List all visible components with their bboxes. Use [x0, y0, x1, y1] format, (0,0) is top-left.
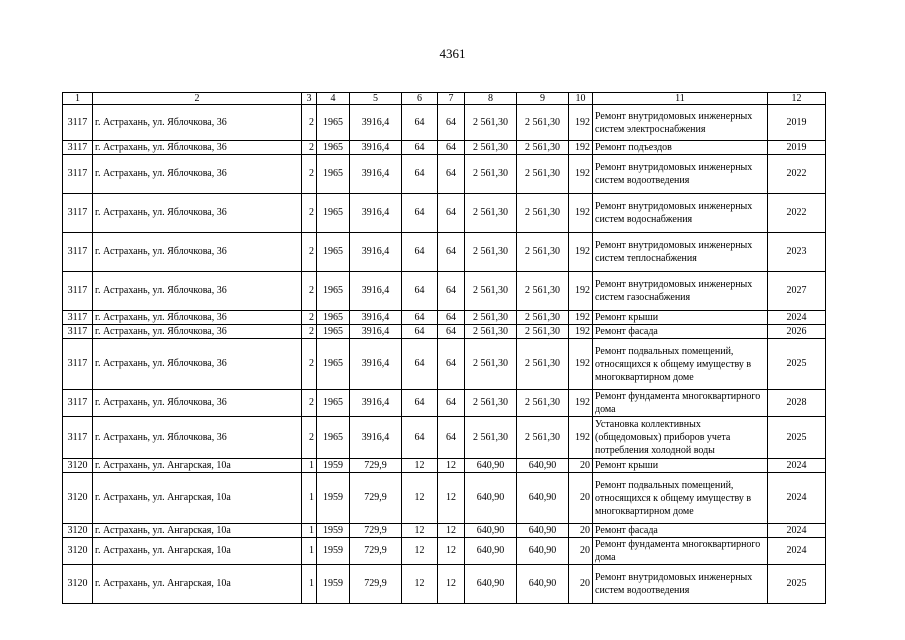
apartments-cell: 64: [402, 417, 438, 459]
column-number: 10: [569, 93, 593, 105]
year-built-cell: 1965: [317, 325, 350, 339]
residential-living-area-cell: 2 561,30: [517, 233, 569, 272]
planned-year-cell: 2022: [768, 194, 826, 233]
house-id-cell: 3117: [63, 339, 93, 390]
work-type-cell: Ремонт подвальных помещений, относящихся к общему имуществу в многоквартирном доме: [593, 473, 768, 524]
capital-repair-table: [62, 92, 826, 604]
floors-cell: 2: [302, 105, 317, 141]
total-area-cell: 729,9: [350, 565, 402, 604]
apartments-cell: 12: [402, 473, 438, 524]
apartments-cell: 12: [402, 524, 438, 538]
table-row: [63, 339, 826, 390]
house-id-cell: 3117: [63, 390, 93, 417]
residential-apartments-cell: 64: [438, 311, 465, 325]
living-area-cell: 2 561,30: [465, 141, 517, 155]
total-area-cell: 3916,4: [350, 339, 402, 390]
work-type-cell: Ремонт внутридомовых инженерных систем теплоснабжения: [593, 233, 768, 272]
total-area-cell: 729,9: [350, 459, 402, 473]
table-row: [63, 311, 826, 325]
year-built-cell: 1965: [317, 339, 350, 390]
floors-cell: 1: [302, 459, 317, 473]
planned-year-cell: 2025: [768, 339, 826, 390]
year-built-cell: 1965: [317, 390, 350, 417]
residents-cell: 192: [569, 105, 593, 141]
residential-apartments-cell: 64: [438, 272, 465, 311]
residents-cell: 192: [569, 194, 593, 233]
year-built-cell: 1959: [317, 524, 350, 538]
table-row: [63, 233, 826, 272]
house-id-cell: 3120: [63, 524, 93, 538]
table-row: [63, 105, 826, 141]
total-area-cell: 3916,4: [350, 390, 402, 417]
residential-living-area-cell: 640,90: [517, 538, 569, 565]
living-area-cell: 2 561,30: [465, 105, 517, 141]
residents-cell: 192: [569, 311, 593, 325]
address-cell: г. Астрахань, ул. Ангарская, 10а: [93, 524, 302, 538]
planned-year-cell: 2024: [768, 473, 826, 524]
floors-cell: 2: [302, 194, 317, 233]
floors-cell: 1: [302, 473, 317, 524]
work-type-cell: Ремонт крыши: [593, 311, 768, 325]
residential-living-area-cell: 640,90: [517, 524, 569, 538]
address-cell: г. Астрахань, ул. Яблочкова, 36: [93, 272, 302, 311]
apartments-cell: 64: [402, 194, 438, 233]
address-cell: г. Астрахань, ул. Яблочкова, 36: [93, 155, 302, 194]
address-cell: г. Астрахань, ул. Яблочкова, 36: [93, 141, 302, 155]
residential-living-area-cell: 2 561,30: [517, 105, 569, 141]
residential-living-area-cell: 640,90: [517, 459, 569, 473]
residential-apartments-cell: 64: [438, 105, 465, 141]
table-row: [63, 473, 826, 524]
total-area-cell: 3916,4: [350, 417, 402, 459]
table-row: [63, 141, 826, 155]
year-built-cell: 1959: [317, 538, 350, 565]
residential-living-area-cell: 2 561,30: [517, 417, 569, 459]
house-id-cell: 3120: [63, 459, 93, 473]
table-row: [63, 417, 826, 459]
column-number: 5: [350, 93, 402, 105]
house-id-cell: 3117: [63, 194, 93, 233]
residents-cell: 192: [569, 155, 593, 194]
year-built-cell: 1965: [317, 105, 350, 141]
apartments-cell: 64: [402, 390, 438, 417]
planned-year-cell: 2025: [768, 417, 826, 459]
house-id-cell: 3117: [63, 233, 93, 272]
address-cell: г. Астрахань, ул. Ангарская, 10а: [93, 473, 302, 524]
table-row: [63, 538, 826, 565]
total-area-cell: 3916,4: [350, 272, 402, 311]
work-type-cell: Ремонт подъездов: [593, 141, 768, 155]
address-cell: г. Астрахань, ул. Ангарская, 10а: [93, 565, 302, 604]
residential-apartments-cell: 64: [438, 141, 465, 155]
floors-cell: 2: [302, 155, 317, 194]
living-area-cell: 640,90: [465, 565, 517, 604]
floors-cell: 2: [302, 233, 317, 272]
work-type-cell: Установка коллективных (общедомовых) приборов учета потребления холодной воды: [593, 417, 768, 459]
residential-living-area-cell: 640,90: [517, 565, 569, 604]
living-area-cell: 640,90: [465, 538, 517, 565]
house-id-cell: 3117: [63, 325, 93, 339]
work-type-cell: Ремонт фасада: [593, 325, 768, 339]
residential-apartments-cell: 12: [438, 524, 465, 538]
residential-living-area-cell: 2 561,30: [517, 311, 569, 325]
house-id-cell: 3120: [63, 565, 93, 604]
total-area-cell: 3916,4: [350, 325, 402, 339]
year-built-cell: 1965: [317, 417, 350, 459]
residential-living-area-cell: 2 561,30: [517, 339, 569, 390]
address-cell: г. Астрахань, ул. Яблочкова, 36: [93, 390, 302, 417]
planned-year-cell: 2022: [768, 155, 826, 194]
table-row: [63, 459, 826, 473]
column-number: 6: [402, 93, 438, 105]
address-cell: г. Астрахань, ул. Яблочкова, 36: [93, 194, 302, 233]
residential-living-area-cell: 2 561,30: [517, 272, 569, 311]
planned-year-cell: 2024: [768, 459, 826, 473]
work-type-cell: Ремонт внутридомовых инженерных систем водоотведения: [593, 565, 768, 604]
house-id-cell: 3117: [63, 272, 93, 311]
planned-year-cell: 2019: [768, 141, 826, 155]
work-type-cell: Ремонт внутридомовых инженерных систем водоснабжения: [593, 194, 768, 233]
work-type-cell: Ремонт подвальных помещений, относящихся к общему имуществу в многоквартирном доме: [593, 339, 768, 390]
residents-cell: 192: [569, 390, 593, 417]
planned-year-cell: 2025: [768, 565, 826, 604]
floors-cell: 2: [302, 390, 317, 417]
residents-cell: 192: [569, 272, 593, 311]
total-area-cell: 3916,4: [350, 155, 402, 194]
total-area-cell: 3916,4: [350, 105, 402, 141]
apartments-cell: 64: [402, 233, 438, 272]
house-id-cell: 3117: [63, 105, 93, 141]
floors-cell: 1: [302, 565, 317, 604]
floors-cell: 2: [302, 311, 317, 325]
column-number: 12: [768, 93, 826, 105]
work-type-cell: Ремонт внутридомовых инженерных систем водоотведения: [593, 155, 768, 194]
apartments-cell: 64: [402, 105, 438, 141]
residential-apartments-cell: 64: [438, 155, 465, 194]
apartments-cell: 12: [402, 459, 438, 473]
table-row: [63, 155, 826, 194]
residential-living-area-cell: 2 561,30: [517, 155, 569, 194]
column-number: 7: [438, 93, 465, 105]
column-number: 8: [465, 93, 517, 105]
residential-apartments-cell: 64: [438, 325, 465, 339]
residential-apartments-cell: 12: [438, 565, 465, 604]
apartments-cell: 64: [402, 141, 438, 155]
address-cell: г. Астрахань, ул. Яблочкова, 36: [93, 339, 302, 390]
residential-apartments-cell: 64: [438, 194, 465, 233]
residential-apartments-cell: 12: [438, 473, 465, 524]
work-type-cell: Ремонт внутридомовых инженерных систем газоснабжения: [593, 272, 768, 311]
residents-cell: 20: [569, 538, 593, 565]
house-id-cell: 3117: [63, 417, 93, 459]
total-area-cell: 729,9: [350, 538, 402, 565]
year-built-cell: 1965: [317, 194, 350, 233]
column-number: 11: [593, 93, 768, 105]
floors-cell: 2: [302, 272, 317, 311]
residents-cell: 192: [569, 339, 593, 390]
planned-year-cell: 2024: [768, 311, 826, 325]
column-number: 1: [63, 93, 93, 105]
floors-cell: 1: [302, 538, 317, 565]
work-type-cell: Ремонт внутридомовых инженерных систем электроснабжения: [593, 105, 768, 141]
table-row: [63, 194, 826, 233]
living-area-cell: 2 561,30: [465, 155, 517, 194]
address-cell: г. Астрахань, ул. Ангарская, 10а: [93, 459, 302, 473]
work-type-cell: Ремонт крыши: [593, 459, 768, 473]
residential-apartments-cell: 12: [438, 538, 465, 565]
total-area-cell: 3916,4: [350, 311, 402, 325]
column-number: 9: [517, 93, 569, 105]
address-cell: г. Астрахань, ул. Яблочкова, 36: [93, 325, 302, 339]
table-row: [63, 565, 826, 604]
apartments-cell: 12: [402, 565, 438, 604]
residential-apartments-cell: 64: [438, 233, 465, 272]
living-area-cell: 2 561,30: [465, 272, 517, 311]
planned-year-cell: 2027: [768, 272, 826, 311]
living-area-cell: 640,90: [465, 524, 517, 538]
floors-cell: 2: [302, 339, 317, 390]
residential-living-area-cell: 2 561,30: [517, 194, 569, 233]
planned-year-cell: 2028: [768, 390, 826, 417]
column-number: 2: [93, 93, 302, 105]
address-cell: г. Астрахань, ул. Яблочкова, 36: [93, 105, 302, 141]
residents-cell: 20: [569, 459, 593, 473]
residential-apartments-cell: 64: [438, 417, 465, 459]
planned-year-cell: 2019: [768, 105, 826, 141]
residents-cell: 20: [569, 565, 593, 604]
total-area-cell: 729,9: [350, 473, 402, 524]
residential-apartments-cell: 64: [438, 390, 465, 417]
year-built-cell: 1965: [317, 233, 350, 272]
floors-cell: 1: [302, 524, 317, 538]
total-area-cell: 3916,4: [350, 194, 402, 233]
apartments-cell: 12: [402, 538, 438, 565]
year-built-cell: 1965: [317, 311, 350, 325]
floors-cell: 2: [302, 417, 317, 459]
living-area-cell: 2 561,30: [465, 325, 517, 339]
house-id-cell: 3120: [63, 473, 93, 524]
residential-apartments-cell: 12: [438, 459, 465, 473]
address-cell: г. Астрахань, ул. Яблочкова, 36: [93, 233, 302, 272]
table-row: [63, 524, 826, 538]
residential-living-area-cell: 2 561,30: [517, 390, 569, 417]
residents-cell: 20: [569, 473, 593, 524]
planned-year-cell: 2023: [768, 233, 826, 272]
apartments-cell: 64: [402, 325, 438, 339]
column-number: 4: [317, 93, 350, 105]
planned-year-cell: 2026: [768, 325, 826, 339]
planned-year-cell: 2024: [768, 524, 826, 538]
total-area-cell: 3916,4: [350, 233, 402, 272]
residents-cell: 192: [569, 141, 593, 155]
residents-cell: 20: [569, 524, 593, 538]
address-cell: г. Астрахань, ул. Ангарская, 10а: [93, 538, 302, 565]
apartments-cell: 64: [402, 155, 438, 194]
residents-cell: 192: [569, 233, 593, 272]
living-area-cell: 640,90: [465, 459, 517, 473]
living-area-cell: 2 561,30: [465, 390, 517, 417]
residents-cell: 192: [569, 325, 593, 339]
column-number: 3: [302, 93, 317, 105]
page-number: 4361: [439, 46, 466, 61]
floors-cell: 2: [302, 325, 317, 339]
table-row: [63, 390, 826, 417]
work-type-cell: Ремонт фасада: [593, 524, 768, 538]
residential-apartments-cell: 64: [438, 339, 465, 390]
living-area-cell: 2 561,30: [465, 233, 517, 272]
year-built-cell: 1965: [317, 272, 350, 311]
work-type-cell: Ремонт фундамента многоквартирного дома: [593, 390, 768, 417]
living-area-cell: 640,90: [465, 473, 517, 524]
apartments-cell: 64: [402, 311, 438, 325]
address-cell: г. Астрахань, ул. Яблочкова, 36: [93, 417, 302, 459]
year-built-cell: 1959: [317, 459, 350, 473]
column-number-row: [63, 93, 826, 105]
living-area-cell: 2 561,30: [465, 339, 517, 390]
apartments-cell: 64: [402, 272, 438, 311]
year-built-cell: 1959: [317, 565, 350, 604]
year-built-cell: 1965: [317, 155, 350, 194]
house-id-cell: 3117: [63, 141, 93, 155]
living-area-cell: 2 561,30: [465, 417, 517, 459]
work-type-cell: Ремонт фундамента многоквартирного дома: [593, 538, 768, 565]
total-area-cell: 3916,4: [350, 141, 402, 155]
apartments-cell: 64: [402, 339, 438, 390]
residential-living-area-cell: 640,90: [517, 473, 569, 524]
floors-cell: 2: [302, 141, 317, 155]
residential-living-area-cell: 2 561,30: [517, 141, 569, 155]
address-cell: г. Астрахань, ул. Яблочкова, 36: [93, 311, 302, 325]
total-area-cell: 729,9: [350, 524, 402, 538]
planned-year-cell: 2024: [768, 538, 826, 565]
house-id-cell: 3117: [63, 311, 93, 325]
residents-cell: 192: [569, 417, 593, 459]
house-id-cell: 3120: [63, 538, 93, 565]
house-id-cell: 3117: [63, 155, 93, 194]
table-row: [63, 325, 826, 339]
year-built-cell: 1959: [317, 473, 350, 524]
living-area-cell: 2 561,30: [465, 311, 517, 325]
year-built-cell: 1965: [317, 141, 350, 155]
residential-living-area-cell: 2 561,30: [517, 325, 569, 339]
living-area-cell: 2 561,30: [465, 194, 517, 233]
table-row: [63, 272, 826, 311]
